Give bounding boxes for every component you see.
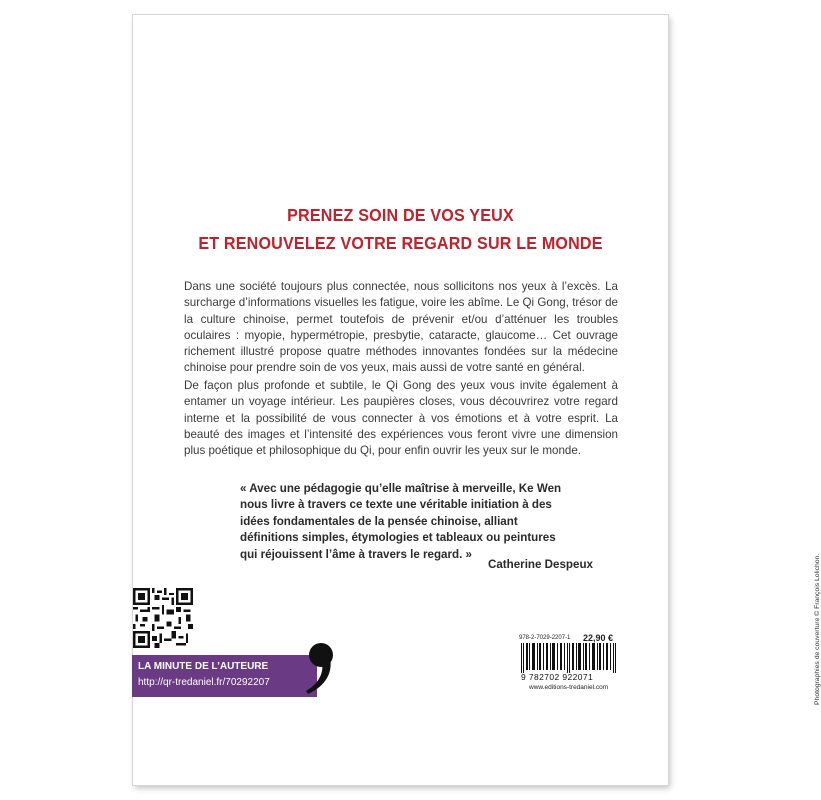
book-back-cover (133, 15, 821, 785)
price-label: 22,90 € (583, 633, 614, 643)
isbn-label: 978-2-7029-2207-1 (519, 635, 571, 641)
barcode-number: 9 782702 922071 (521, 672, 594, 682)
headline-line-1: PRENEZ SOIN DE VOS YEUX (287, 205, 514, 225)
publisher-comma-logo-icon (300, 638, 342, 696)
body-paragraph-1: Dans une société toujours plus connectée, nous sollicitons nos yeux à l’excès. La surcharge d’informations visuelles les fatigue, voire les abîme. Le Qi Gong, trésor de la culture chinoise, permet toutefois de prévenir et/ou d’atténuer les troubles oculaires : myopie, hypermétropie, presbytie, cataracte, glaucome… Cet ouvrage richement illustré propose quatre méthodes innovantes fondées sur la médecine chinoise pour prendre soin de vos yeux, mais aussi de votre santé en général. (184, 280, 618, 375)
quote-text: « Avec une pédagogie qu’elle maîtrise à merveille, Ke Wen nous livre à travers ce texte une véritable initiation à des idées fondamentales de la pensée chinoise, alliant définitions simples, étymologies et tableaux ou peintures qui réjouissent l’âme à travers le regard. » (240, 482, 562, 561)
promo-url-link[interactable]: http://qr-tredaniel.fr/70292207 (138, 677, 270, 688)
barcode-icon (519, 643, 619, 673)
promo-title: LA MINUTE DE L’AUTEURE (138, 661, 269, 672)
publisher-website-link[interactable]: www.editions-tredaniel.com (529, 684, 609, 691)
body-paragraph-2: De façon plus profonde et subtile, le Qi Gong des yeux vous invite également à entamer un voyage intérieur. Les paupières closes, vous découvrirez votre regard interne et la possibilité de vous connecter à vos émotions et à votre esprit. La beauté des images et l’intensité des expériences vous feront vivre une dimension plus poétique et philosophique du Qi, pour enfin ouvrir les yeux sur le monde. (184, 379, 618, 458)
quote-author: Catherine Despeux (487, 558, 593, 571)
photo-credit: Photographies de couverture © François Lolichon. (814, 553, 821, 705)
headline-line-2: ET RENOUVELEZ VOTRE REGARD SUR LE MONDE (198, 233, 603, 253)
author-minute-banner[interactable] (132, 655, 317, 697)
qr-code-icon[interactable] (133, 588, 193, 648)
